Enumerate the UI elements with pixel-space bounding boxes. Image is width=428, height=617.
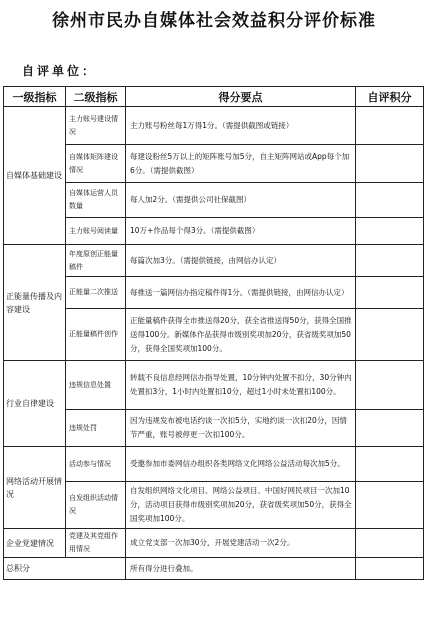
- total-points: 所有得分进行叠加。: [126, 558, 356, 580]
- points-cell: 每建设粉丝5万以上的矩阵账号加5分，自主矩阵网站或App每个加6分。（需提供截图）: [126, 145, 356, 183]
- score-cell[interactable]: [356, 447, 424, 482]
- score-cell[interactable]: [356, 529, 424, 558]
- points-cell: 转载不良信息经网信办指导处置，10分钟内处置不扣分，30分钟内处置扣3分，1小时内处置扣10分，超过1小时未处置扣100分。: [126, 361, 356, 410]
- header-level1: 一级指标: [4, 87, 66, 107]
- table-row: [4, 145, 424, 183]
- table-row: [4, 107, 424, 145]
- level2-cell: 违规信息处置: [66, 361, 126, 410]
- score-cell[interactable]: [356, 410, 424, 447]
- level2-cell: 违规处罚: [66, 410, 126, 447]
- points-cell: 每人加2分。（需提供公司社保截图）: [126, 183, 356, 218]
- table-row: [4, 183, 424, 218]
- level2-cell: 正能量二次推送: [66, 277, 126, 309]
- score-cell[interactable]: [356, 145, 424, 183]
- level1-cell: 自媒体基础建设: [4, 107, 66, 245]
- level2-cell: 主力账号建设情况: [66, 107, 126, 145]
- table-row: [4, 447, 424, 482]
- points-cell: 正能量稿件获得全市推送得20分，获全省推送得50分，获得全国推送得100分。新媒体作品获得市级别奖项加20分，获省级奖项加50分，获得全国奖项加100分。: [126, 309, 356, 361]
- level2-cell: 活动参与情况: [66, 447, 126, 482]
- header-level2: 二级指标: [66, 87, 126, 107]
- level1-cell: 网络活动开展情况: [4, 447, 66, 529]
- points-cell: 主力账号粉丝每1万得1分。（需提供截图或链接）: [126, 107, 356, 145]
- level1-cell: 行业自律建设: [4, 361, 66, 447]
- header-points: 得分要点: [126, 87, 356, 107]
- table-row: [4, 277, 424, 309]
- score-cell[interactable]: [356, 107, 424, 145]
- level2-cell: 自发组织活动情况: [66, 482, 126, 529]
- points-cell: 因为违规发布被电话约谈一次扣5分，实地约谈一次扣20分，因情节严重，账号被停更一次扣100分。: [126, 410, 356, 447]
- score-cell[interactable]: [356, 361, 424, 410]
- level2-cell: 党建及其党组作用情况: [66, 529, 126, 558]
- score-cell[interactable]: [356, 309, 424, 361]
- points-cell: 受邀参加市委网信办组织各类网络文化网络公益活动每次加5分。: [126, 447, 356, 482]
- self-evaluation-unit-label: 自评单位：: [22, 64, 98, 78]
- table-row: [4, 482, 424, 529]
- score-cell[interactable]: [356, 218, 424, 245]
- score-cell[interactable]: [356, 277, 424, 309]
- total-row: [4, 558, 424, 580]
- points-cell: 自发组织网络文化项目、网络公益项目、中国好网民项目一次加10分，活动项目获得市级别奖项加20分，获省级奖项加50分，获得全国奖项加100分。: [126, 482, 356, 529]
- table-header-row: [4, 87, 424, 107]
- table-row: [4, 218, 424, 245]
- table-row: [4, 529, 424, 558]
- total-score-cell[interactable]: [356, 558, 424, 580]
- points-cell: 10万+作品每个得3分。（需提供截图）: [126, 218, 356, 245]
- scoring-table: [3, 86, 424, 580]
- score-cell[interactable]: [356, 183, 424, 218]
- table-row: [4, 245, 424, 277]
- table-row: [4, 410, 424, 447]
- points-cell: 每篇次加3分。（需提供链接，由网信办认定）: [126, 245, 356, 277]
- score-cell[interactable]: [356, 245, 424, 277]
- points-cell: 成立党支部一次加30分，开展党建活动一次2分。: [126, 529, 356, 558]
- total-label: 总积分: [4, 558, 126, 580]
- table-row: [4, 361, 424, 410]
- level2-cell: 自媒体矩阵建设情况: [66, 145, 126, 183]
- level2-cell: 正能量稿件创作: [66, 309, 126, 361]
- points-cell: 每推送一篇网信办指定稿件得1分。（需提供链接，由网信办认定）: [126, 277, 356, 309]
- level2-cell: 自媒体运营人员数量: [66, 183, 126, 218]
- score-cell[interactable]: [356, 482, 424, 529]
- level2-cell: 主力账号阅读量: [66, 218, 126, 245]
- level1-cell: 企业党建情况: [4, 529, 66, 558]
- header-self-score: 自评积分: [356, 87, 424, 107]
- level1-cell: 正能量传播及内容建设: [4, 245, 66, 361]
- document-title: 徐州市民办自媒体社会效益积分评价标准: [52, 11, 376, 31]
- level2-cell: 年度原创正能量稿件: [66, 245, 126, 277]
- table-row: [4, 309, 424, 361]
